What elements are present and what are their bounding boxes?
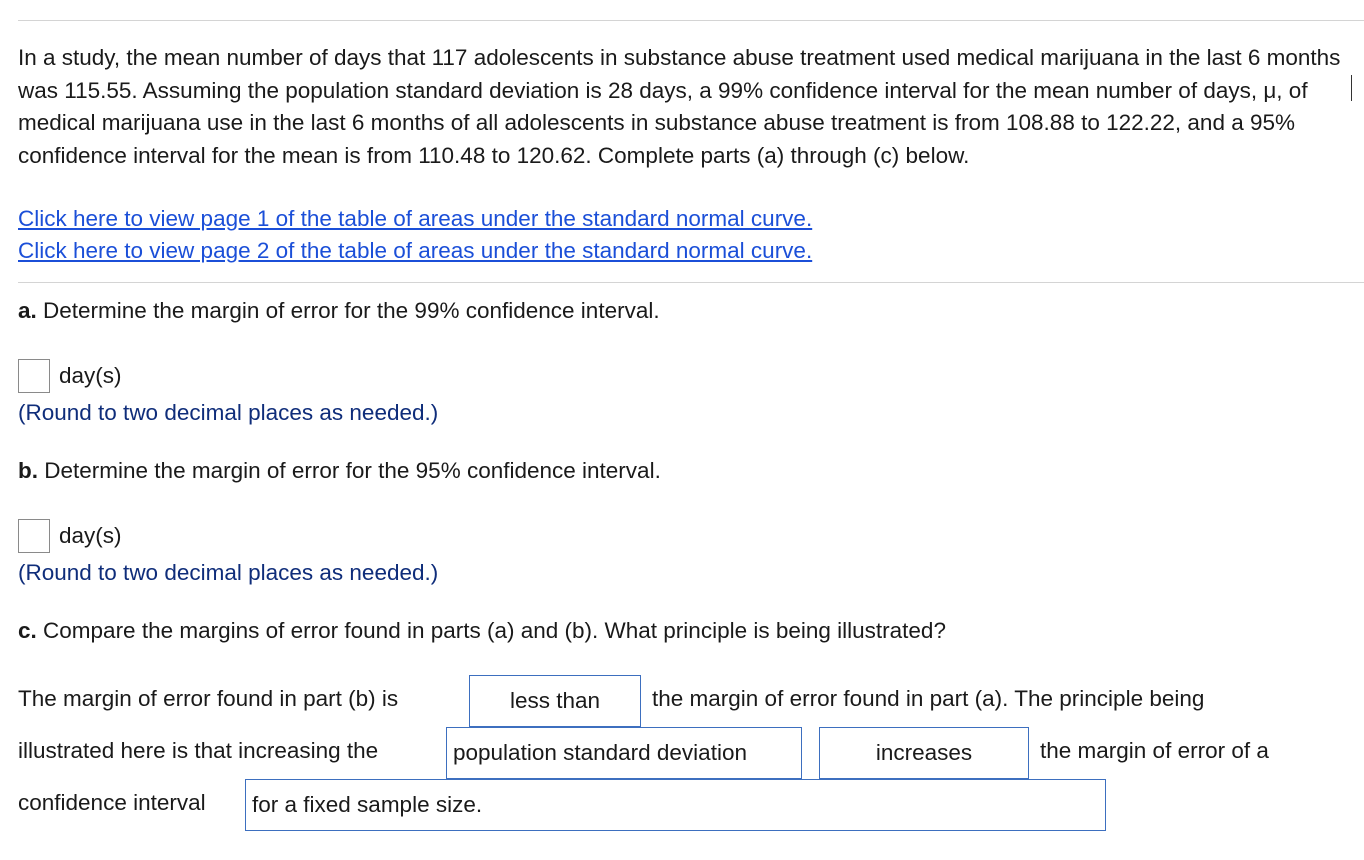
part-a-label: a. <box>18 298 37 323</box>
comparison-dropdown[interactable]: less than <box>469 675 641 727</box>
effect-dropdown[interactable]: increases <box>819 727 1029 779</box>
part-a-question-text: Determine the margin of error for the 99% confidence interval. <box>43 298 660 323</box>
part-c-text-5: confidence interval <box>18 790 206 815</box>
part-c-text-2: the margin of error found in part (a). The principle being <box>652 686 1205 711</box>
part-b-answer-input[interactable] <box>18 519 50 553</box>
part-c-text-3: illustrated here is that increasing the <box>18 738 379 763</box>
part-b-hint: (Round to two decimal places as needed.) <box>18 560 439 585</box>
problem-stem-text: In a study, the mean number of days that 117 adolescents in substance abuse treatment used medical marijuana in the last 6 months was 115.55. Assuming the population standard deviation is 28 days, a 99% confidence interval for the mean number of days, μ, of medical marijuana use in the last 6 months of all adolescents in substance abuse treatment is from 108.88 to 122.22, and a 95% confidence interval for the mean is from 110.48 to 120.62. Complete parts (a) through (c) below. <box>18 45 1341 168</box>
part-c-question <box>18 616 946 646</box>
part-c-question-text: Compare the margins of error found in parts (a) and (b). What principle is being illustrated? <box>43 618 946 643</box>
text-cursor <box>1351 75 1352 101</box>
top-divider <box>18 20 1364 21</box>
part-b-question <box>18 456 661 486</box>
factor-dropdown[interactable]: population standard deviation <box>446 727 802 779</box>
part-c-text-4: the margin of error of a <box>1040 738 1269 763</box>
part-b-question-text: Determine the margin of error for the 95% confidence interval. <box>44 458 661 483</box>
part-a-question <box>18 296 660 326</box>
condition-dropdown[interactable]: for a fixed sample size. <box>245 779 1106 831</box>
part-a-answer-row <box>18 359 122 393</box>
problem-stem <box>18 42 1358 172</box>
part-b-unit: day(s) <box>59 523 122 548</box>
part-b-label: b. <box>18 458 38 483</box>
table-page-2-link[interactable]: Click here to view page 2 of the table of areas under the standard normal curve. <box>18 238 813 263</box>
part-c-text-1: The margin of error found in part (b) is <box>18 686 399 711</box>
table-page-1-link[interactable]: Click here to view page 1 of the table of areas under the standard normal curve. <box>18 206 813 231</box>
part-a-answer-input[interactable] <box>18 359 50 393</box>
part-a-hint: (Round to two decimal places as needed.) <box>18 400 439 425</box>
part-b-answer-row <box>18 519 122 553</box>
part-a-unit: day(s) <box>59 363 122 388</box>
part-c-label: c. <box>18 618 37 643</box>
section-divider <box>18 282 1364 283</box>
